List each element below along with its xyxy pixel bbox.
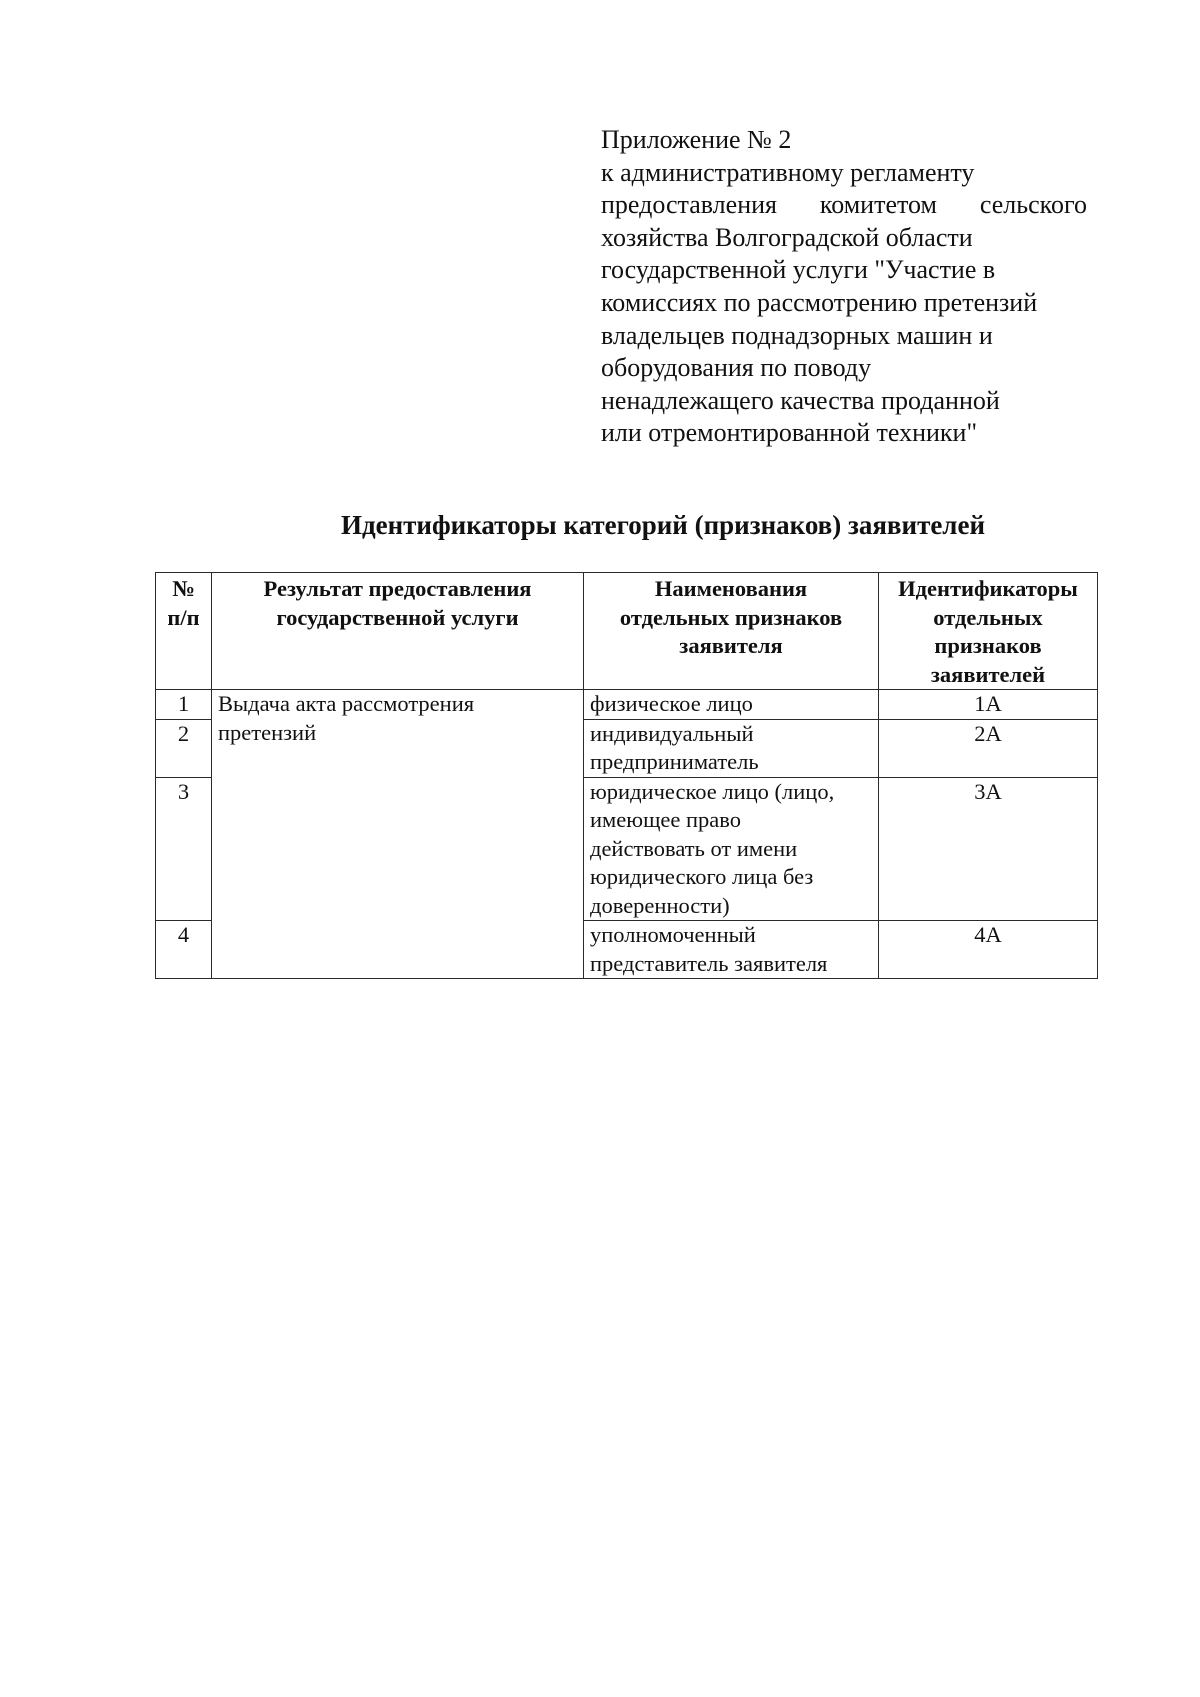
header-line: Результат предоставления [263, 576, 532, 601]
cell-line: предприниматель [590, 749, 759, 774]
cell-line: имеющее право [590, 807, 741, 832]
cell-line: доверенности) [590, 892, 730, 918]
header-applicant-identifiers [879, 573, 1098, 690]
header-line: отдельных признаков [619, 604, 843, 630]
header-line: признаков [934, 633, 1042, 658]
annex-text-line: государственной услуги "Участие в [601, 255, 996, 285]
annex-word: комитетом [819, 190, 937, 220]
cell-line: физическое лицо [590, 691, 753, 716]
annex-text-line [601, 189, 1087, 222]
header-line: № [172, 576, 195, 601]
document-title: Идентификаторы категорий (признаков) заявителей [340, 510, 986, 540]
applicant-attribute-name [584, 921, 879, 979]
annex-number: Приложение № 2 [601, 125, 792, 154]
annex-text-line: оборудования по поводу [601, 353, 872, 383]
result-line: Выдача акта рассмотрения [218, 691, 475, 716]
annex-text-line: комиссиях по рассмотрению претензий [601, 287, 1038, 317]
annex-text-line: ненадлежащего качества проданной [601, 385, 1000, 415]
header-line: государственной услуги [276, 604, 519, 630]
annex-text-line: или отремонтированной техники" [601, 418, 978, 448]
cell-line: уполномоченный [590, 922, 756, 947]
row-number: 1 [156, 690, 212, 720]
header-line: п/п [167, 604, 200, 630]
row-number: 2 [156, 719, 212, 777]
header-line: Идентификаторы [898, 576, 1078, 601]
cell-line: действовать от имени [590, 835, 798, 861]
annex-word: сельского [979, 190, 1088, 220]
row-number: 4 [156, 921, 212, 979]
header-line: заявителей [930, 661, 1046, 687]
header-line: Наименования [654, 576, 808, 601]
table-row [156, 690, 1098, 720]
header-num [156, 573, 212, 690]
annex-header [601, 124, 1087, 450]
identifiers-table [155, 572, 1098, 979]
annex-text-line: хозяйства Волгоградской области [601, 222, 973, 252]
applicant-identifier: 2А [879, 719, 1098, 777]
annex-text-line: к административному регламенту [601, 157, 975, 187]
applicant-identifier: 1А [879, 690, 1098, 720]
applicant-identifier: 4А [879, 921, 1098, 979]
applicant-attribute-name [584, 777, 879, 921]
cell-line: юридическое лицо (лицо, [590, 778, 835, 804]
applicant-identifier: 3А [879, 777, 1098, 921]
header-line: заявителя [679, 633, 783, 658]
service-result-cell [212, 690, 584, 979]
header-result [212, 573, 584, 690]
applicant-attribute-name [584, 690, 879, 720]
annex-text-line: владельцев поднадзорных машин и [601, 320, 993, 350]
cell-line: индивидуальный [590, 720, 754, 746]
cell-line: юридического лица без [590, 864, 814, 889]
applicant-attribute-name [584, 719, 879, 777]
row-number: 3 [156, 777, 212, 921]
table-header-row [156, 573, 1098, 690]
result-line: претензий [218, 719, 317, 745]
annex-word: предоставления [601, 190, 777, 220]
header-line: отдельных [933, 604, 1043, 630]
header-applicant-attribute-names [584, 573, 879, 690]
cell-line: представитель заявителя [590, 950, 828, 976]
